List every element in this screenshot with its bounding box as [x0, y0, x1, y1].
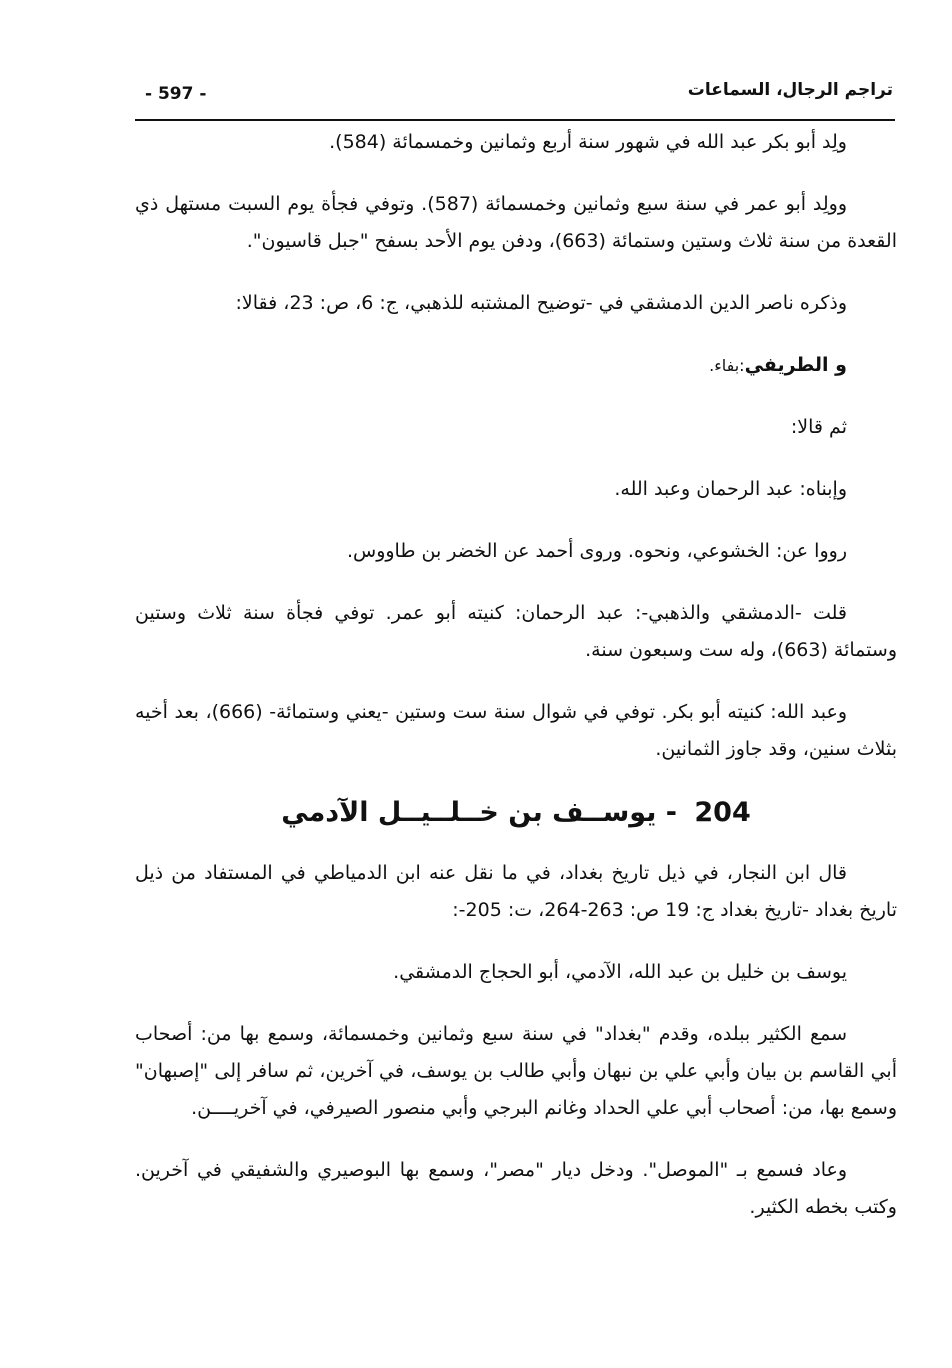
paragraph-ibn-al-najjar: قال ابن النجار، في ذيل تاريخ بغداد، في ما نقل عنه ابن الدمياطي في المستفاد من ذيل تاريخ بغداد -تاريخ بغداد ج: 19 ص: 263-264، ت: 205-:	[135, 862, 897, 921]
entry-dash: -	[665, 797, 677, 828]
paragraph-his-sons: وإبناه: عبد الرحمان وعبد الله.	[614, 478, 847, 500]
paragraph-al-tarifi	[135, 347, 897, 384]
term-al-tarifi: و الطريفي	[744, 354, 847, 376]
running-title: تراجم الرجال، السماعات	[687, 80, 893, 100]
header-divider	[135, 119, 895, 121]
paragraph-then-they-said: ثم قالا:	[790, 416, 847, 438]
paragraph-full-name: يوسف بن خليل بن عبد الله، الآدمي، أبو الحجاج الدمشقي.	[393, 961, 847, 983]
paragraph-studies: سمع الكثير ببلده، وقدم "بغداد" في سنة سبع وثمانين وخمسمائة، وسمع بها من: أصحاب أبي القاسم بن بيان وأبي علي بن نبهان وأبي طالب بن يوسف، في آخرين، ثم سافر إلى "إصبهان" وسمع بها، من: أصحاب أبي علي الحداد وغانم البرجي وأبي منصور الصيرفي، في آخريــــن.	[135, 1023, 897, 1119]
paragraph-nasir-al-din: وذكره ناصر الدين الدمشقي في -توضيح المشتبه للذهبي، ج: 6، ص: 23، فقالا:	[235, 292, 847, 314]
page-header	[135, 72, 893, 122]
term-al-tarifi-note: :بفاء.	[709, 356, 745, 375]
paragraph-mosul-egypt: وعاد فسمع بـ "الموصل". ودخل ديار "مصر"، وسمع بها البوصيري والشفيقي في آخرين. وكتب بخطه الكثير.	[135, 1159, 897, 1218]
paragraph-birth-abu-omar: وولِد أبو عمر في سنة سبع وثمانين وخمسمائة (587). وتوفي فجأة يوم السبت مستهل ذي القعدة من سنة ثلاث وستين وستمائة (663)، ودفن يوم الأحد بسفح "جبل قاسيون".	[135, 193, 897, 252]
entry-heading	[135, 793, 897, 833]
paragraph-narrated-from: رووا عن: الخشوعي، ونحوه. وروى أحمد عن الخضر بن طاووس.	[346, 540, 847, 562]
entry-number: 204	[694, 797, 751, 828]
page-body	[135, 124, 897, 1226]
page-number: - 597 -	[145, 84, 207, 104]
paragraph-abd-allah: وعبد الله: كنيته أبو بكر. توفي في شوال سنة ست وستين -يعني وستمائة- (666)، بعد أخيه بثلاث سنين، وقد جاوز الثمانين.	[135, 701, 897, 760]
paragraph-birth-abu-bakr: ولِد أبو بكر عبد الله في شهور سنة أربع وثمانين وخمسمائة (584).	[329, 131, 847, 153]
paragraph-abd-al-rahman: قلت -الدمشقي والذهبي-: عبد الرحمان: كنيته أبو عمر. توفي فجأة سنة ثلاث وستين وستمائة (663)، وله ست وسبعون سنة.	[135, 602, 897, 661]
entry-name: يوســف بن خــلــيــل الآدمي	[281, 797, 657, 828]
